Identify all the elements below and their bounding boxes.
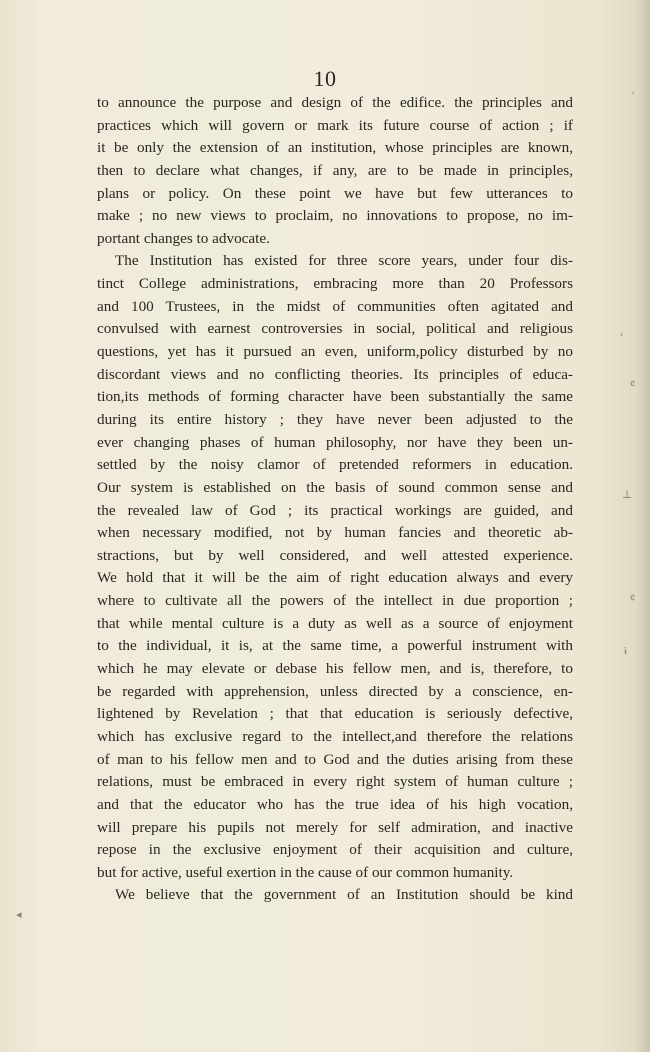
body-text <box>97 92 573 907</box>
text-line: practices which will govern or mark its future course of action ; if <box>97 116 573 134</box>
margin-mark: ‹ <box>620 328 624 340</box>
text-line: of man to his fellow men and to God and the duties arising from these <box>97 750 573 768</box>
text-line: the revealed law of God ; its practical workings are guided, and <box>97 501 573 519</box>
text-line: be regarded with apprehension, unless directed by a conscience, en- <box>97 682 573 700</box>
text-line: to the individual, it is, at the same time, a powerful instrument with <box>97 637 573 655</box>
text-line: portant changes to advocate. <box>97 229 270 247</box>
text-line: but for active, useful exertion in the cause of our common humanity. <box>97 863 514 881</box>
text-line: relations, must be embraced in every right system of human culture ; <box>97 773 573 791</box>
margin-mark: ⊥ <box>622 489 633 501</box>
text-line: The Institution has existed for three score years, under four dis- <box>115 252 573 270</box>
margin-mark: ' <box>632 90 634 102</box>
text-line: questions, yet has it pursued an even, uniform,policy disturbed by no <box>97 343 573 361</box>
text-line: where to cultivate all the powers of the intellect in due proportion ; <box>97 592 573 610</box>
text-line: it be only the extension of an institution, whose principles are known, <box>97 139 573 157</box>
text-line: We believe that the government of an Institution should be kind <box>115 886 573 904</box>
margin-mark: ◂ <box>16 909 22 921</box>
text-line: then to declare what changes, if any, are to be made in principles, <box>97 161 573 179</box>
text-line: that while mental culture is a duty as well as a source of enjoyment <box>97 614 573 632</box>
text-line: tion,its methods of forming character have been substantially the same <box>97 388 573 406</box>
margin-mark: ɨ <box>624 645 628 657</box>
text-line: stractions, but by well considered, and well attested experience. <box>97 546 573 564</box>
text-line: tinct College administrations, embracing more than 20 Professors <box>97 275 573 293</box>
text-line: and 100 Trustees, in the midst of communities often agitated and <box>97 297 573 315</box>
margin-mark: ¢ <box>630 592 636 604</box>
text-line: which he may elevate or debase his fellow men, and is, therefore, to <box>97 660 573 678</box>
page-edge-shadow <box>636 0 650 1052</box>
text-line: make ; no new views to proclaim, no innovations to propose, no im- <box>97 207 573 225</box>
text-line: during its entire history ; they have never been adjusted to the <box>97 410 573 428</box>
text-line: We hold that it will be the aim of right education always and every <box>97 569 573 587</box>
text-line: convulsed with earnest controversies in social, political and religious <box>97 320 573 338</box>
text-line: when necessary modified, not by human fancies and theoretic ab- <box>97 524 573 542</box>
text-line: will prepare his pupils not merely for self admiration, and inactive <box>97 818 573 836</box>
text-line: and that the educator who has the true idea of his high vocation, <box>97 795 573 813</box>
text-line: to announce the purpose and design of the edifice. the principles and <box>97 94 573 111</box>
text-line: discordant views and no conflicting theories. Its principles of educa- <box>97 365 573 383</box>
margin-mark: ¢ <box>630 378 636 390</box>
text-line: ever changing phases of human philosophy, nor have they been un- <box>97 433 573 451</box>
text-line: repose in the exclusive enjoyment of their acquisition and culture, <box>97 841 573 859</box>
text-line: lightened by Revelation ; that that education is seriously defective, <box>97 705 573 723</box>
text-line: settled by the noisy clamor of pretended reformers in education. <box>97 456 573 474</box>
page-number: 10 <box>313 66 337 91</box>
text-line: plans or policy. On these point we have but few utterances to <box>97 184 573 202</box>
text-line: which has exclusive regard to the intellect,and therefore the relations <box>97 727 573 745</box>
text-line: Our system is established on the basis of sound common sense and <box>97 478 573 496</box>
